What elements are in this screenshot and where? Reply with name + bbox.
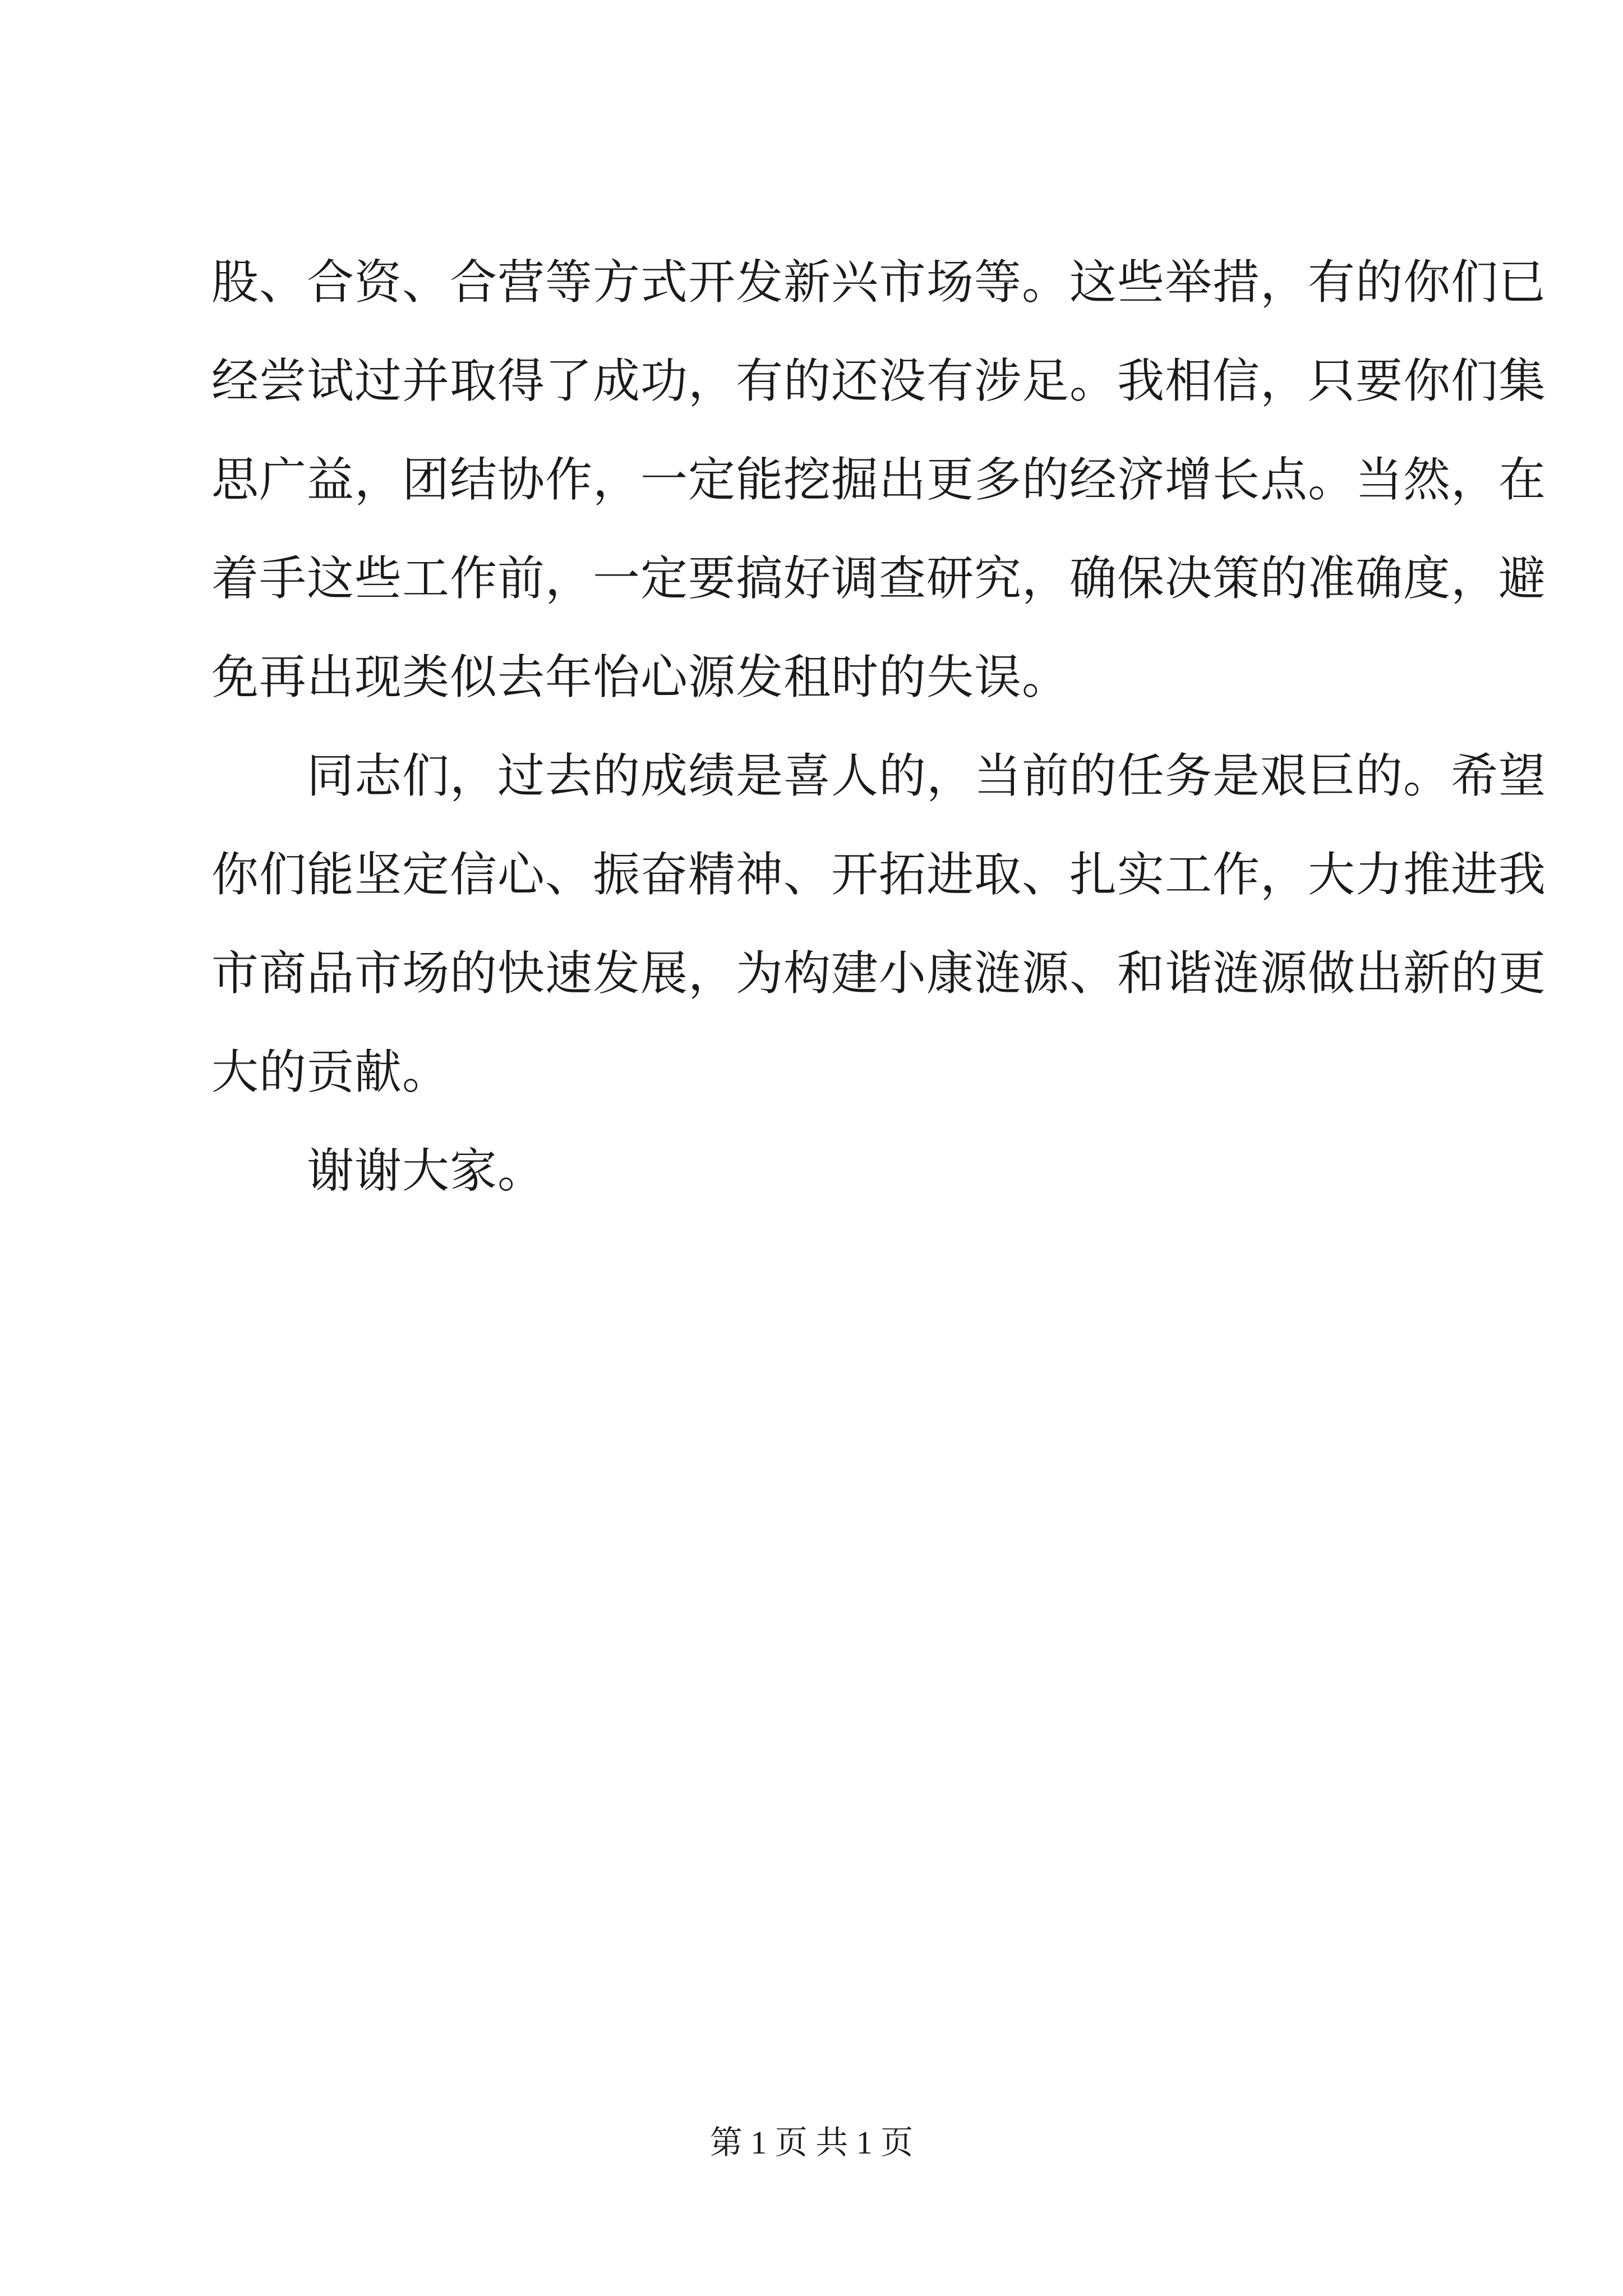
paragraph-2-line-2: 你们能坚定信心、振奋精神、开拓进取、扎实工作，大力推进我	[211, 847, 1547, 902]
paragraph-1-line-5: 免再出现类似去年怡心源发租时的失误。	[211, 650, 1070, 705]
page-number-footer: 第 1 页 共 1 页	[709, 2124, 914, 2161]
paragraph-3-line-1: 谢谢大家。	[307, 1143, 546, 1198]
paragraph-1-line-2: 经尝试过并取得了成功，有的还没有涉足。我相信，只要你们集	[211, 353, 1547, 408]
paragraph-2-line-1: 同志们，过去的成绩是喜人的，当前的任务是艰巨的。希望	[307, 748, 1547, 803]
paragraph-1-line-3: 思广益，团结协作，一定能挖掘出更多的经济增长点。当然，在	[211, 452, 1547, 507]
paragraph-2-line-3: 市商品市场的快速发展，为构建小康涟源、和谐涟源做出新的更	[211, 946, 1547, 1001]
paragraph-1-line-4: 着手这些工作前，一定要搞好调查研究，确保决策的准确度，避	[211, 551, 1547, 606]
paragraph-1-line-1: 股、合资、合营等方式开发新兴市场等。这些举措，有的你们已	[211, 255, 1547, 310]
paragraph-2-line-4: 大的贡献。	[211, 1045, 450, 1099]
